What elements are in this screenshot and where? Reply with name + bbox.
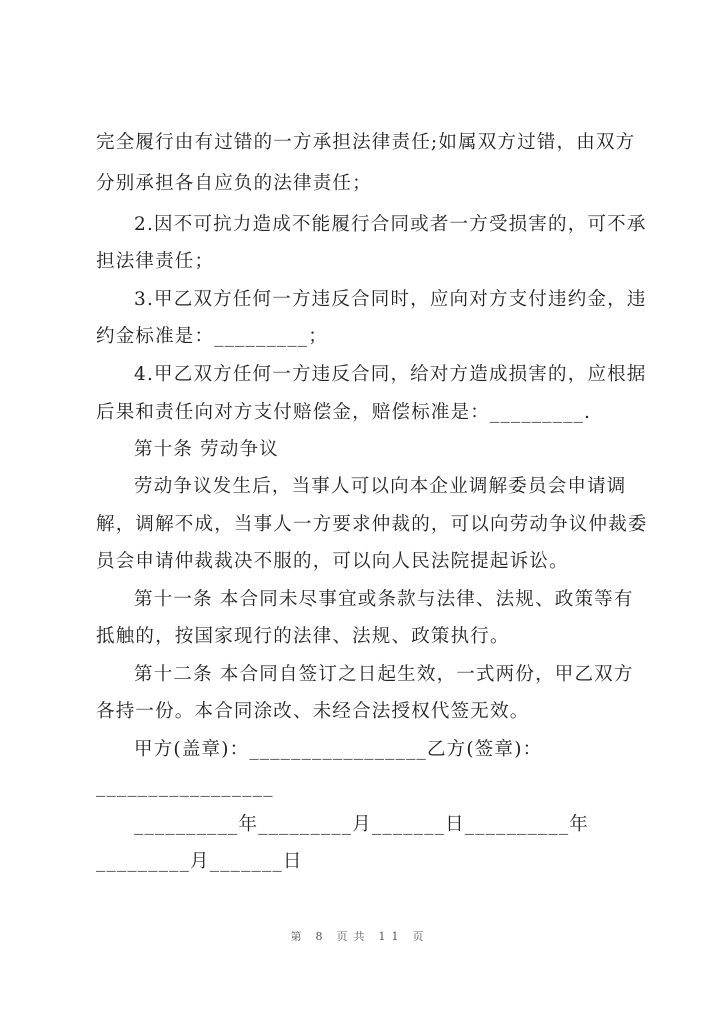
body-line: 担法律责任； xyxy=(96,251,215,272)
article-10-heading: 第十条 劳动争议 xyxy=(134,439,279,460)
body-line: 解，调解不成，当事人一方要求仲裁的，可以向劳动争议仲裁委 xyxy=(96,514,648,535)
body-line: 抵触的，按国家现行的法律、法规、政策执行。 xyxy=(96,626,510,647)
signature-line: 甲方(盖章)：_________________乙方(签章)： xyxy=(134,739,543,760)
body-line: 劳动争议发生后，当事人可以向本企业调解委员会申请调 xyxy=(134,476,627,497)
date-line: _________月_______日 xyxy=(96,851,303,872)
body-line: 员会申请仲裁裁决不服的，可以向人民法院提起诉讼。 xyxy=(96,551,569,572)
clause-3-line: 3.甲乙双方任何一方违反合同时，应向对方支付违约金，违 xyxy=(134,289,647,310)
footer-total-pages: 11 xyxy=(378,930,405,943)
article-11-line: 第十一条 本合同未尽事宜或条款与法律、法规、政策等有 xyxy=(134,589,634,610)
date-line: __________年_________月_______日__________年 xyxy=(134,814,590,835)
article-12-line: 第十二条 本合同自签订之日起生效，一式两份，甲乙双方 xyxy=(134,664,634,685)
signature-blank: _________________ xyxy=(96,776,274,797)
footer-of-label: 页共 xyxy=(336,930,371,943)
body-line: 约金标准是：_________； xyxy=(96,326,328,347)
footer-page-suffix: 页 xyxy=(412,930,430,943)
page-footer xyxy=(0,928,720,944)
body-line: 完全履行由有过错的一方承担法律责任;如属双方过错，由双方 xyxy=(96,132,636,153)
clause-2-line: 2.因不可抗力造成不能履行合同或者一方受损害的，可不承 xyxy=(134,214,647,235)
footer-page-number: 8 xyxy=(315,930,329,943)
body-line: 分别承担各自应负的法律责任； xyxy=(96,173,372,194)
body-line: 各持一份。本合同涂改、未经合法授权代签无效。 xyxy=(96,701,530,722)
clause-4-line: 4.甲乙双方任何一方违反合同，给对方造成损害的，应根据 xyxy=(134,364,647,385)
body-line: 后果和责任向对方支付赔偿金，赔偿标准是：_________. xyxy=(96,402,592,423)
footer-page-label: 第 xyxy=(290,930,308,943)
